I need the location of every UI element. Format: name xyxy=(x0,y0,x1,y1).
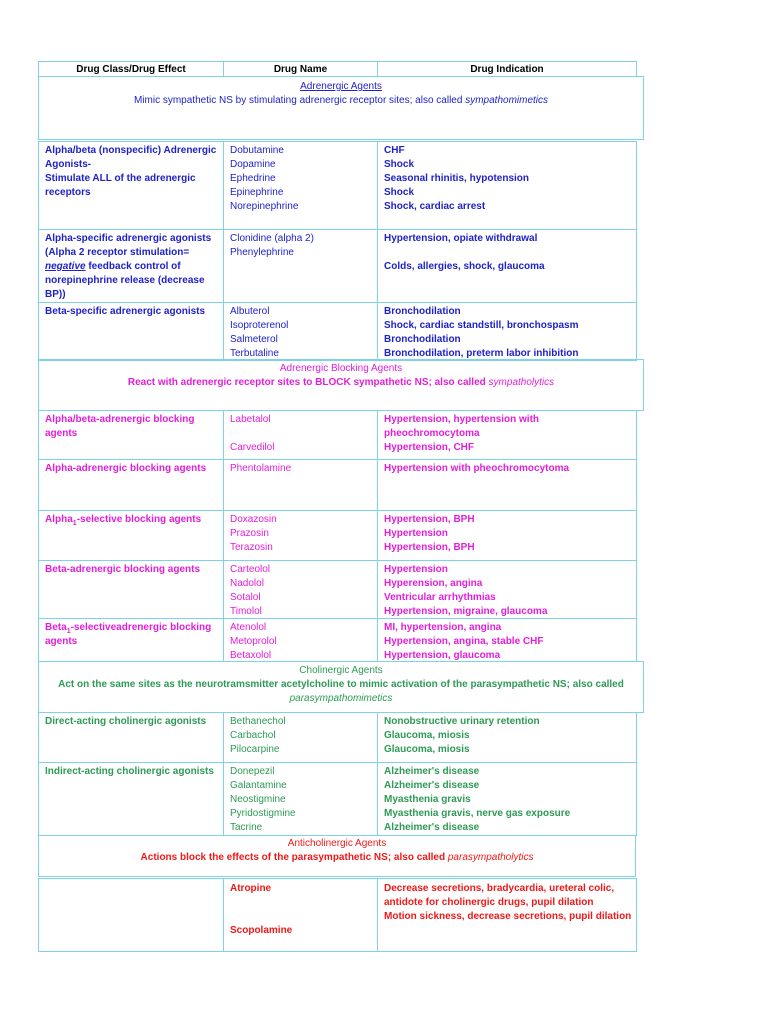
header-drug-name-label: Drug Name xyxy=(273,64,328,75)
drug-indication: Shock xyxy=(384,187,415,198)
class-line: Beta-adrenergic blocking agents xyxy=(45,564,201,575)
drug-name: Dopamine xyxy=(230,159,276,170)
drug-indication: CHF xyxy=(384,145,405,156)
row-alpha-beta-blockers-class xyxy=(38,410,224,460)
class-negative-word: negative xyxy=(45,261,86,272)
row-alpha1-blockers-class xyxy=(38,510,224,561)
drug-name: Galantamine xyxy=(230,780,287,791)
row-alpha-agonists-class xyxy=(38,229,224,303)
row-beta-agonists-indications xyxy=(377,302,637,361)
drug-name: Phentolamine xyxy=(230,463,292,474)
drug-indication: Myasthenia gravis, nerve gas exposure xyxy=(384,808,571,819)
section-blocking-desc-italic: sympatholytics xyxy=(488,377,555,388)
drug-name: Norepinephrine xyxy=(230,201,299,212)
drug-indication: pheochromocytoma xyxy=(384,428,480,439)
row-alpha1-blockers-indications xyxy=(377,510,637,561)
drug-name: Phenylephrine xyxy=(230,247,294,258)
class-line xyxy=(45,513,217,527)
drug-name: Terbutaline xyxy=(230,348,279,359)
class-line: Alpha-specific adrenergic agonists xyxy=(45,233,212,244)
row-beta-agonists-drugs xyxy=(223,302,378,361)
drug-name: Prazosin xyxy=(230,528,269,539)
drug-indication: Motion sickness, decrease secretions, pupil dilation xyxy=(384,911,632,922)
drug-name: Carteolol xyxy=(230,564,271,575)
class-line: agents xyxy=(45,428,78,439)
drug-indication: Alzheimer's disease xyxy=(384,822,480,833)
section-adrenergic-desc-italic: sympathomimetics xyxy=(465,95,549,106)
row-indirect-cholinergic-class xyxy=(38,762,224,836)
drug-name: Sotalol xyxy=(230,592,261,603)
section-blocking-title: Adrenergic Blocking Agents xyxy=(279,363,403,374)
class-line: receptors xyxy=(45,187,91,198)
drug-name: Pyridostigmine xyxy=(230,808,296,819)
section-cholinergic-agents xyxy=(38,661,644,713)
drug-name: Doxazosin xyxy=(230,514,277,525)
drug-indication: Hypertension, hypertension with xyxy=(384,414,540,425)
drug-name: Scopolamine xyxy=(230,925,293,936)
section-blocking-description xyxy=(39,376,643,390)
drug-name: Carbachol xyxy=(230,730,276,741)
spacer xyxy=(230,427,371,441)
class-line xyxy=(45,260,217,274)
drug-indication: Hypertension, glaucoma xyxy=(384,650,501,661)
class-line: norepinephrine release (decrease xyxy=(45,275,205,286)
drug-name: Nadolol xyxy=(230,578,264,589)
drug-indication: Shock, cardiac standstill, bronchospasm xyxy=(384,320,579,331)
drug-indication: Hypertension xyxy=(384,528,448,539)
drug-indication: MI, hypertension, angina xyxy=(384,622,502,633)
row-alpha-blockers-class xyxy=(38,459,224,511)
drug-indication: Ventricular arrhythmias xyxy=(384,592,496,603)
drug-indication: Glaucoma, miosis xyxy=(384,730,470,741)
section-anticholinergic-agents xyxy=(38,835,636,877)
drug-name: Betaxolol xyxy=(230,650,272,661)
drug-name: Clonidine (alpha 2) xyxy=(230,233,314,244)
drug-name: Neostigmine xyxy=(230,794,286,805)
row-beta1-blockers-class xyxy=(38,618,224,662)
drug-indication: Decrease secretions, bradycardia, ureteral colic, xyxy=(384,883,615,894)
class-line-rest: feedback control of xyxy=(85,261,181,272)
drug-indication: Hypertension, CHF xyxy=(384,442,475,453)
class-line: Alpha/beta-adrenergic blocking xyxy=(45,414,195,425)
drug-name: Atenolol xyxy=(230,622,267,633)
drug-name: Bethanechol xyxy=(230,716,286,727)
class-line: Beta-specific adrenergic agonists xyxy=(45,306,206,317)
spacer xyxy=(230,896,371,910)
row-direct-cholinergic-indications xyxy=(377,712,637,763)
class-line: (Alpha 2 receptor stimulation= xyxy=(45,247,190,258)
row-alpha-beta-agonists-indications xyxy=(377,141,637,230)
class-line-suffix: -selective blocking agents xyxy=(76,514,202,525)
drug-indication: Shock, cardiac arrest xyxy=(384,201,486,212)
section-blocking-desc-main: React with adrenergic receptor sites to BLOCK sympathetic NS; also called xyxy=(127,377,489,388)
drug-name: Donepezil xyxy=(230,766,275,777)
drug-name: Isoproterenol xyxy=(230,320,289,331)
class-line xyxy=(45,621,217,635)
drug-indication: Myasthenia gravis xyxy=(384,794,471,805)
drug-indication: Hypertension, migraine, glaucoma xyxy=(384,606,548,617)
section-adrenergic-agents xyxy=(38,76,644,140)
section-anticholinergic-desc-main: Actions block the effects of the parasympathetic NS; also called xyxy=(140,852,448,863)
drug-indication: antidote for cholinergic drugs, pupil dilation xyxy=(384,897,594,908)
row-alpha-beta-blockers-indications xyxy=(377,410,637,460)
drug-name: Pilocarpine xyxy=(230,744,280,755)
section-anticholinergic-desc-italic: parasympatholytics xyxy=(447,852,534,863)
drug-indication: Hypertension with pheochromocytoma xyxy=(384,463,570,474)
drug-indication: Hypertension, BPH xyxy=(384,542,475,553)
drug-name: Dobutamine xyxy=(230,145,284,156)
row-alpha-beta-blockers-drugs xyxy=(223,410,378,460)
row-alpha-beta-agonists-class xyxy=(38,141,224,230)
row-beta-blockers-class xyxy=(38,560,224,619)
row-beta1-blockers-drugs xyxy=(223,618,378,662)
class-line-suffix: -selectiveadrenergic blocking xyxy=(70,622,212,633)
row-anticholinergic-drugs xyxy=(223,878,378,952)
class-line: Direct-acting cholinergic agonists xyxy=(45,716,207,727)
row-beta-agonists-class xyxy=(38,302,224,361)
row-beta1-blockers-indications xyxy=(377,618,637,662)
header-drug-class-label: Drug Class/Drug Effect xyxy=(76,64,186,75)
section-anticholinergic-title: Anticholinergic Agents xyxy=(287,838,387,849)
row-alpha1-blockers-drugs xyxy=(223,510,378,561)
class-line: Indirect-acting cholinergic agonists xyxy=(45,766,214,777)
section-adrenergic-description xyxy=(39,94,643,108)
section-anticholinergic-description xyxy=(39,851,635,865)
class-line-prefix: Alpha xyxy=(45,514,73,525)
class-line-subscript: 1 xyxy=(66,628,71,635)
drug-name: Labetalol xyxy=(230,414,271,425)
drug-name: Salmeterol xyxy=(230,334,278,345)
section-adrenergic-title: Adrenergic Agents xyxy=(300,81,382,92)
drug-indication: Colds, allergies, shock, glaucoma xyxy=(384,261,545,272)
section-cholinergic-description: Act on the same sites as the neurotramsmitter acetylcholine to mimic activation of the parasympathetic NS; also called xyxy=(58,679,624,690)
drug-indication: Alzheimer's disease xyxy=(384,780,480,791)
class-line: Alpha/beta (nonspecific) Adrenergic xyxy=(45,145,217,156)
row-direct-cholinergic-drugs xyxy=(223,712,378,763)
class-line: Alpha-adrenergic blocking agents xyxy=(45,463,207,474)
drug-indication: Bronchodilation xyxy=(384,334,461,345)
row-alpha-blockers-drugs xyxy=(223,459,378,511)
drug-indication: Hypertension xyxy=(384,564,448,575)
class-line: Stimulate ALL of the adrenergic xyxy=(45,173,196,184)
row-direct-cholinergic-class xyxy=(38,712,224,763)
drug-name: Timolol xyxy=(230,606,262,617)
header-drug-name xyxy=(223,61,378,77)
row-alpha-beta-agonists-drugs xyxy=(223,141,378,230)
drug-name: Metoprolol xyxy=(230,636,277,647)
drug-indication: Glaucoma, miosis xyxy=(384,744,470,755)
row-anticholinergic-class xyxy=(38,878,224,952)
drug-indication: Hypertension, opiate withdrawal xyxy=(384,233,538,244)
row-alpha-blockers-indications xyxy=(377,459,637,511)
drug-name: Albuterol xyxy=(230,306,270,317)
row-beta-blockers-indications xyxy=(377,560,637,619)
drug-indication: Hypertension, BPH xyxy=(384,514,475,525)
drug-indication: Bronchodilation xyxy=(384,306,461,317)
spacer xyxy=(230,910,371,924)
row-alpha-agonists-drugs xyxy=(223,229,378,303)
drug-indication: Bronchodilation, preterm labor inhibition xyxy=(384,348,579,359)
row-indirect-cholinergic-drugs xyxy=(223,762,378,836)
drug-indication: Seasonal rhinitis, hypotension xyxy=(384,173,530,184)
row-anticholinergic-indications xyxy=(377,878,637,952)
row-indirect-cholinergic-indications xyxy=(377,762,637,836)
section-adrenergic-blocking-agents xyxy=(38,359,644,411)
class-line-prefix: Beta xyxy=(45,622,67,633)
header-drug-indication xyxy=(377,61,637,77)
drug-name: Tacrine xyxy=(230,822,263,833)
spacer xyxy=(384,246,630,260)
row-beta-blockers-drugs xyxy=(223,560,378,619)
drug-indication: Nonobstructive urinary retention xyxy=(384,716,540,727)
section-cholinergic-desc-italic: parasympathomimetics xyxy=(289,693,393,704)
drug-indication: Shock xyxy=(384,159,415,170)
row-alpha-agonists-indications xyxy=(377,229,637,303)
drug-indication: Hyperension, angina xyxy=(384,578,483,589)
section-cholinergic-title: Cholinergic Agents xyxy=(299,665,383,676)
drug-name: Epinephrine xyxy=(230,187,284,198)
drug-name: Ephedrine xyxy=(230,173,276,184)
drug-name: Terazosin xyxy=(230,542,273,553)
drug-name: Carvedilol xyxy=(230,442,275,453)
class-line-subscript: 1 xyxy=(72,520,77,527)
drug-name: Atropine xyxy=(230,883,272,894)
header-drug-indication-label: Drug Indication xyxy=(470,64,544,75)
header-drug-class xyxy=(38,61,224,77)
drug-indication: Alzheimer's disease xyxy=(384,766,480,777)
class-line: agents xyxy=(45,636,78,647)
drug-indication: Hypertension, angina, stable CHF xyxy=(384,636,544,647)
class-line: Agonists- xyxy=(45,159,92,170)
section-adrenergic-desc-main: Mimic sympathetic NS by stimulating adrenergic receptor sites; also called xyxy=(133,95,466,106)
class-line: BP)) xyxy=(45,289,66,300)
